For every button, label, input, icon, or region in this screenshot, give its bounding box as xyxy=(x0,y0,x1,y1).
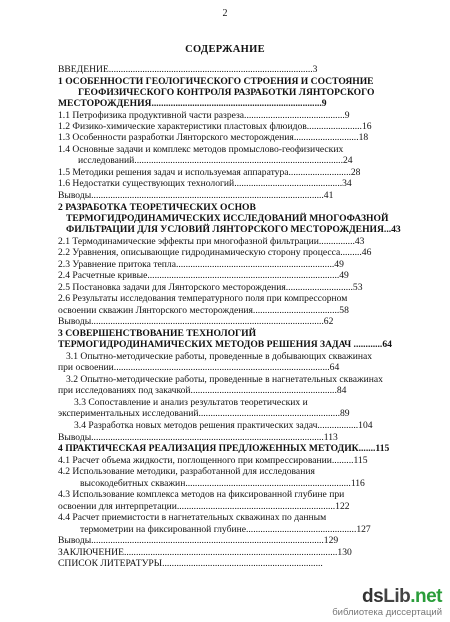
toc-line: ТЕРМОГИДРОДИНАМИЧЕСКИХ МЕТОДОВ РЕШЕНИЯ ЗАДАЧ ............64 xyxy=(58,339,392,350)
toc-line: 4.3 Использование комплекса методов на фиксированной глубине при xyxy=(58,489,345,500)
toc-line: исследований.......................................................................................24 xyxy=(78,155,353,166)
toc-line: 1.1 Петрофизика продуктивной части разреза..........................................9 xyxy=(58,110,350,121)
toc-line: 1.2 Физико-химические характеристики пластовых флюидов.......................16 xyxy=(58,121,372,132)
toc-line: термометрии на фиксированной глубине..............................................127 xyxy=(80,524,371,535)
toc-line: 1.6 Недостатки существующих технологий.............................................34 xyxy=(58,178,352,189)
toc-line: ЗАКЛЮЧЕНИЕ.........................................................................................130 xyxy=(58,547,352,558)
toc-line: 2.4 Расчетные кривые................................................................................49 xyxy=(58,270,349,281)
toc-line: 3.2 Опытно-методические работы, проведенные в нагнетательных скважинах xyxy=(66,374,383,385)
toc-line: Выводы.................................................................................................129 xyxy=(58,535,339,546)
toc-line: высокодебитных скважин.....................................................................116 xyxy=(80,478,365,489)
toc-line: 2.2 Уравнения, описывающие гидродинамическую сторону процесса.........46 xyxy=(58,247,372,258)
toc-line: 3.4 Разработка новых методов решения практических задач.................104 xyxy=(74,420,373,431)
toc-line: 3 СОВЕРШЕНСТВОВАНИЕ ТЕХНОЛОГИЙ xyxy=(58,328,257,339)
toc-line: экспериментальных исследований...........................................................89 xyxy=(58,408,350,419)
toc-line: ГЕОФИЗИЧЕСКОГО КОНТРОЛЯ РАЗРАБОТКИ ЛЯНТОРСКОГО xyxy=(78,87,375,98)
toc-line: СПИСОК ЛИТЕРАТУРЫ................................................................... xyxy=(58,558,323,569)
toc-line: 4.2 Использование методики, разработанной для исследования xyxy=(58,466,315,477)
toc-line: 2.5 Постановка задачи для Лянторского месторождения............................53 xyxy=(58,282,363,293)
toc-line: 1.4 Основные задачи и комплекс методов промыслово-геофизических xyxy=(58,144,344,155)
toc-line: 1.3 Особенности разработки Лянторского месторождения...........................18 xyxy=(58,132,369,143)
toc-line: 1.5 Методики решения задач и используемая аппаратура..........................28 xyxy=(58,167,361,178)
toc-line: 2.3 Уравнение притока тепла..................................................................49 xyxy=(58,259,344,270)
toc-line: Выводы.................................................................................................113 xyxy=(58,432,338,443)
toc-line: 4.4 Расчет приемистости в нагнетательных скважинах по данным xyxy=(58,512,327,523)
toc-line: МЕСТОРОЖДЕНИЯ.......................................................................9 xyxy=(58,98,327,109)
dslib-logo[interactable] xyxy=(332,587,442,618)
toc-line: 3.3 Сопоставление и анализ результатов теоретических и xyxy=(74,397,308,408)
toc-line: 4.1 Расчет объема жидкости, поглощенного при компрессировании.........115 xyxy=(58,455,368,466)
toc-line: ФИЛЬТРАЦИИ ДЛЯ УСЛОВИЙ ЛЯНТОРСКОГО МЕСТОРОЖДЕНИЯ...43 xyxy=(66,224,401,235)
toc-line: 2 РАЗРАБОТКА ТЕОРЕТИЧЕСКИХ ОСНОВ xyxy=(58,202,256,213)
logo-text: dsLib.net xyxy=(362,586,442,607)
toc-line: ТЕРМОГИДРОДИНАМИЧЕСКИХ ИССЛЕДОВАНИЙ МНОГОФАЗНОЙ xyxy=(66,213,389,224)
toc-line: 1 ОСОБЕННОСТИ ГЕОЛОГИЧЕСКОГО СТРОЕНИЯ И СОСТОЯНИЕ xyxy=(58,76,374,87)
toc-line: Выводы.................................................................................................41 xyxy=(58,190,334,201)
toc-line: ВВЕДЕНИЕ.....................................................................................3 xyxy=(58,64,318,75)
toc-line: при исследованиях под закачкой.............................................................84 xyxy=(58,385,347,396)
page-number: 2 xyxy=(222,8,228,19)
toc-line: 4 ПРАКТИЧЕСКАЯ РЕАЛИЗАЦИЯ ПРЕДЛОЖЕННЫХ МЕТОДИК.......115 xyxy=(58,443,390,454)
toc-line: освоении скважин Лянторского месторождения....................................58 xyxy=(58,305,349,316)
toc-line: 3.1 Опытно-методические работы, проведенные в добывающих скважинах xyxy=(66,351,373,362)
toc-line: 2.6 Результаты исследования температурного поля при компрессорном xyxy=(58,293,348,304)
toc-line: Выводы.................................................................................................62 xyxy=(58,316,334,327)
toc-line: 2.1 Термодинамические эффекты при многофазной фильтрации...............43 xyxy=(58,236,365,247)
toc-line: при освоении..........................................................................................64 xyxy=(58,362,340,373)
toc-line: освоении для интерпретации..................................................................122 xyxy=(58,501,350,512)
page-title: СОДЕРЖАНИЕ xyxy=(185,44,265,55)
logo-subtitle: библиотека диссертаций xyxy=(332,607,442,618)
